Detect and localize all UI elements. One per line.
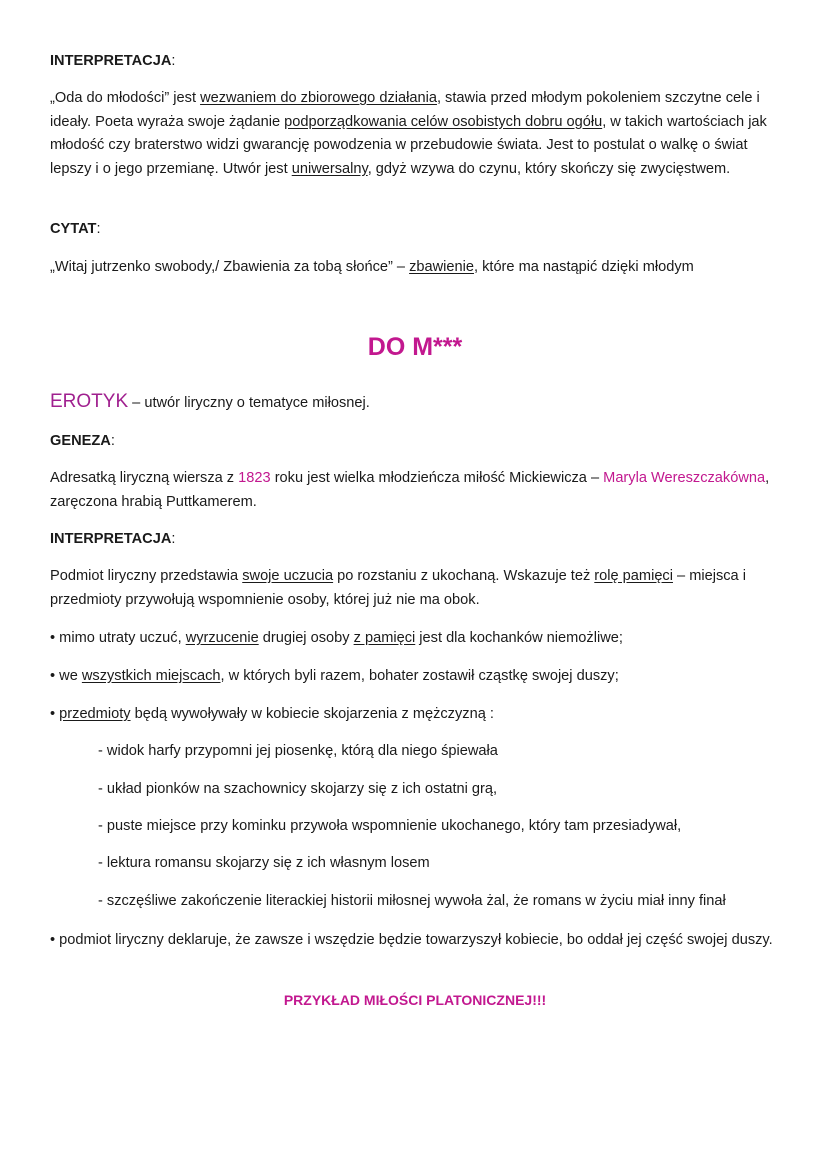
sub-list-item: - układ pionków na szachownicy skojarzy się z ich ostatni grą, [98, 781, 498, 797]
bullet-icon: • [50, 668, 56, 684]
erotyk-term: EROTYK [50, 391, 129, 412]
sub-list-item: - lektura romansu skojarzy się z ich własnym losem [98, 855, 430, 871]
bullet-icon: • [50, 932, 56, 948]
bullet-item: • przedmioty będą wywoływały w kobiecie skojarzenia z mężczyzną : [50, 706, 494, 722]
sub-list-item: - puste miejsce przy kominku przywoła wspomnienie ukochanego, który tam przesiadywał, [98, 818, 682, 834]
interpretation-paragraph-2: Podmiot liryczny przedstawia swoje uczucia po rozstaniu z ukochaną. Wskazuje też rolę pamięci – miejsca i przedmioty przywołują wspomnienie osoby, której już nie ma obok. [50, 568, 746, 608]
sub-list-item: - szczęśliwe zakończenie literackiej historii miłosnej wywoła żal, że romans w życiu miał inny finał [98, 893, 726, 909]
bullet-icon: • [50, 706, 56, 722]
page-title: DO M*** [367, 333, 463, 361]
geneza-heading: GENEZA: [50, 433, 115, 449]
sub-list-item: - widok harfy przypomni jej piosenkę, którą dla niego śpiewała [98, 743, 498, 759]
cytat-heading: CYTAT: [50, 221, 101, 237]
erotyk-definition: EROTYK – utwór liryczny o tematyce miłosnej. [50, 391, 370, 412]
geneza-paragraph: Adresatką liryczną wiersza z 1823 roku jest wielka młodzieńcza miłość Mickiewicza – Maryla Wereszczakówna, zaręczona hrabią Puttkamerem. [50, 470, 770, 510]
interpretation-paragraph: „Oda do młodości” jest wezwaniem do zbiorowego działania, stawia przed młodym pokoleniem szczytne cele i ideały. Poeta wyraża swoje żądanie podporządkowania celów osobistych dobru ogółu, w takich wartościach jak młodość czy braterstwo widzi gwarancję powodzenia w przebudowie świata. Jest to postulat o walkę o świat lepszy i o jego przemianę. Utwór jest uniwersalny, gdyż wzywa do czynu, który skończy się zwycięstwem. [50, 90, 767, 177]
interpretation-heading-2: INTERPRETACJA: [50, 531, 176, 547]
bullet-item: • we wszystkich miejscach, w których byli razem, bohater zostawił cząstkę swojej duszy; [50, 668, 619, 684]
closing-note: PRZYKŁAD MIŁOŚCI PLATONICZNEJ!!! [283, 992, 547, 1008]
bullet-icon: • [50, 630, 56, 646]
cytat-paragraph: „Witaj jutrzenko swobody,/ Zbawienia za tobą słońce” – zbawienie, które ma nastąpić dzięki młodym [50, 259, 694, 275]
bullet-item: • podmiot liryczny deklaruje, że zawsze i wszędzie będzie towarzyszył kobiecie, bo oddał jej część swojej duszy. [50, 932, 773, 948]
bullet-item: • mimo utraty uczuć, wyrzucenie drugiej osoby z pamięci jest dla kochanków niemożliwe; [50, 630, 623, 646]
interpretation-heading: INTERPRETACJA: [50, 53, 176, 69]
